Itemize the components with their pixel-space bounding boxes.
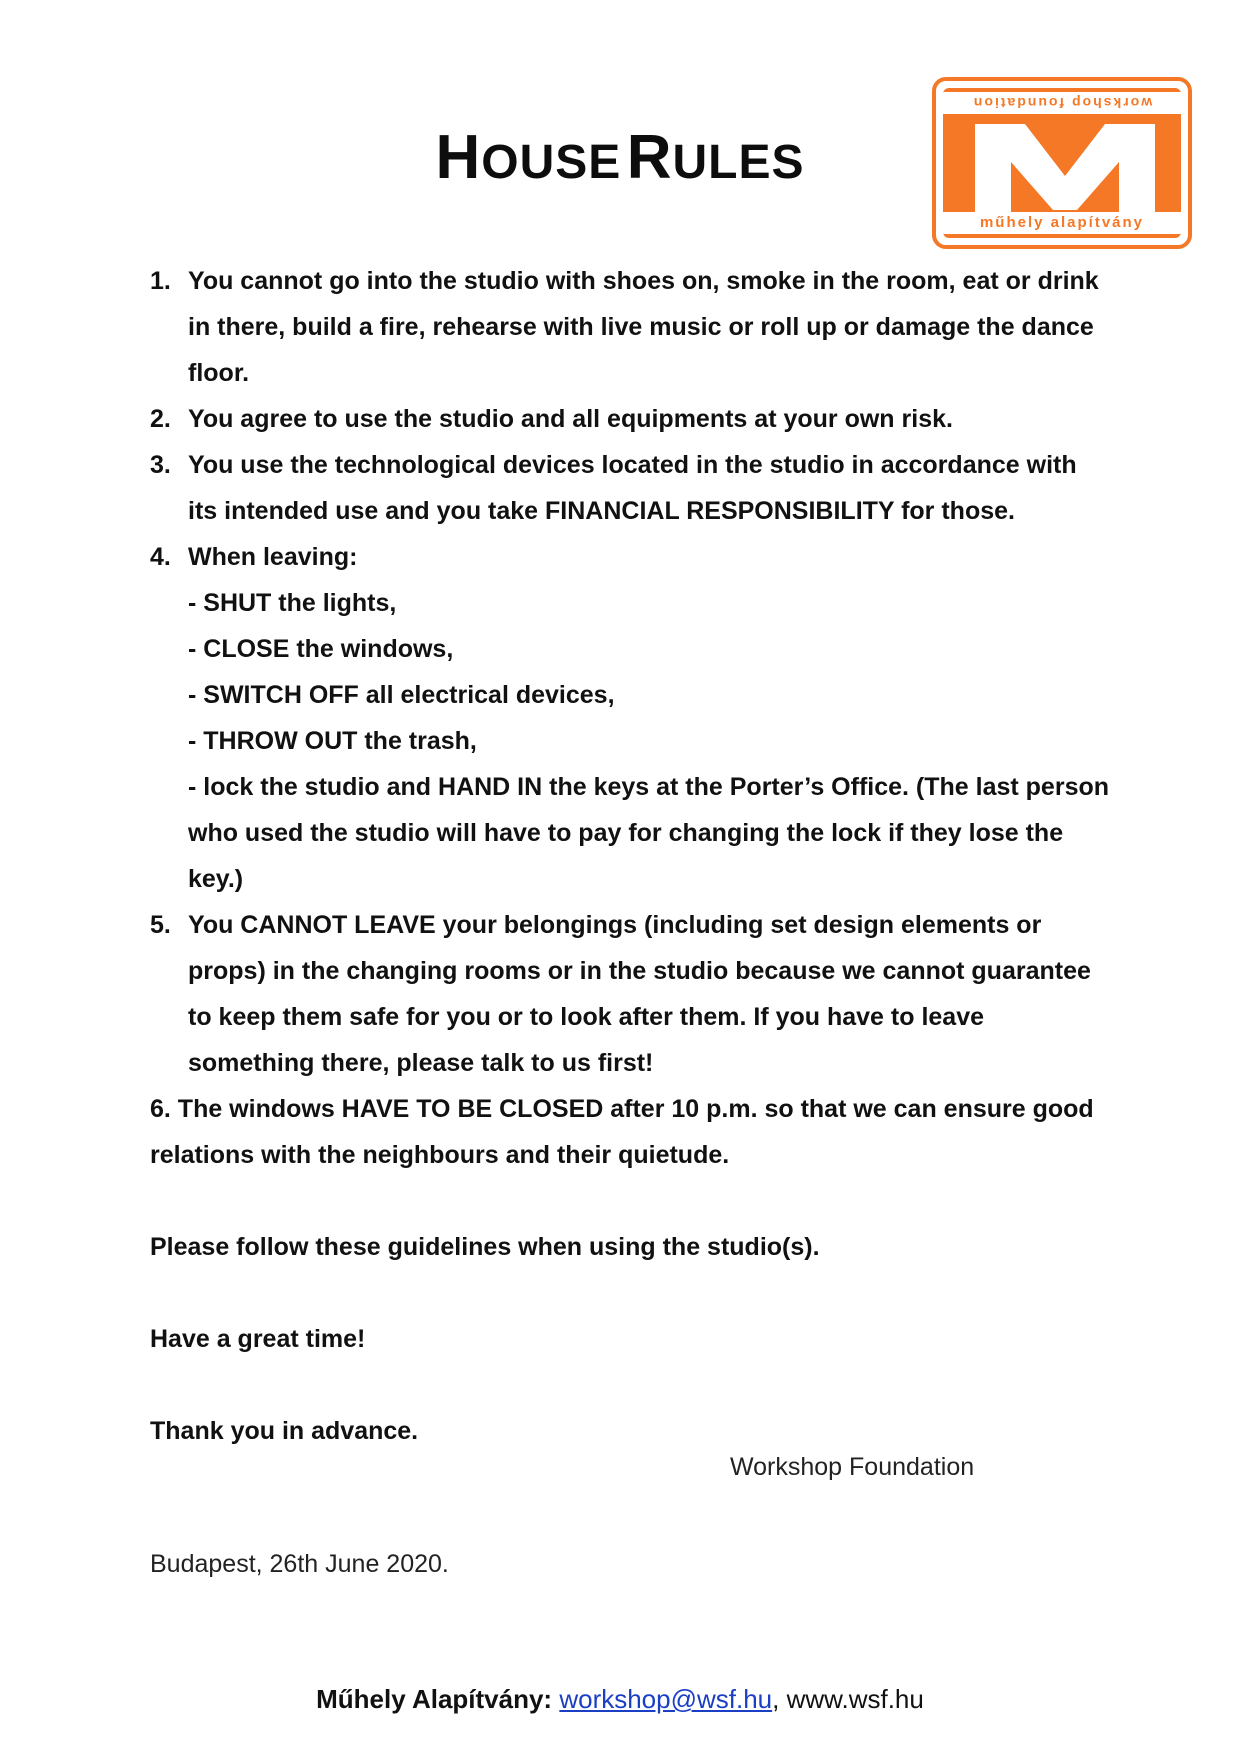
rule-text: You CANNOT LEAVE your belongings (including set design elements or props) in the changing rooms or in the studio because we cannot guarantee to keep them safe for you or to look after them. If you have to leave something there, please talk to us first! bbox=[188, 911, 1091, 1077]
rule-item bbox=[150, 258, 1110, 396]
leaving-step: - SHUT the lights, bbox=[188, 589, 397, 617]
rule-text: You use the technological devices located in the studio in accordance with its intended use and you take FINANCIAL RESPONSIBILITY for those. bbox=[188, 451, 1077, 525]
rule-item bbox=[150, 396, 1110, 442]
rule-item bbox=[150, 442, 1110, 534]
page-title: HOUSE RULES bbox=[435, 123, 805, 192]
leaving-step: - SWITCH OFF all electrical devices, bbox=[188, 681, 615, 709]
footer-org-name: Műhely Alapítvány: bbox=[316, 1684, 553, 1714]
rule-number: 3. bbox=[150, 451, 171, 479]
rule-six: 6. The windows HAVE TO BE CLOSED after 10 p.m. so that we can ensure good relations with the neighbours and their quietude. bbox=[150, 1095, 1094, 1169]
rule-number: 4. bbox=[150, 543, 171, 571]
closing-guidelines: Please follow these guidelines when using the studio(s). bbox=[150, 1233, 820, 1261]
footer-website: www.wsf.hu bbox=[786, 1684, 924, 1714]
rules-body bbox=[150, 258, 1110, 1454]
footer-email-link[interactable]: workshop@wsf.hu bbox=[559, 1684, 773, 1714]
rule-text: You cannot go into the studio with shoes on, smoke in the room, eat or drink in there, build a fire, rehearse with live music or roll up or damage the dance floor. bbox=[188, 267, 1099, 387]
workshop-foundation-logo bbox=[932, 77, 1192, 249]
leaving-step: - CLOSE the windows, bbox=[188, 635, 454, 663]
closing-thanks: Thank you in advance. bbox=[150, 1417, 419, 1445]
logo-body bbox=[943, 88, 1181, 238]
logo-bottom-text: műhely alapítvány bbox=[943, 212, 1181, 234]
closing-greeting: Have a great time! bbox=[150, 1325, 366, 1353]
rule-text: You agree to use the studio and all equipments at your own risk. bbox=[188, 405, 953, 433]
footer-separator: , bbox=[772, 1684, 787, 1714]
leaving-step: - lock the studio and HAND IN the keys at the Porter’s Office. (The last person who used the studio will have to pay for changing the lock if they lose the key.) bbox=[188, 773, 1110, 893]
leaving-step: - THROW OUT the trash, bbox=[188, 727, 477, 755]
rule-number: 1. bbox=[150, 267, 171, 295]
place-date: Budapest, 26th June 2020. bbox=[150, 1550, 449, 1578]
signature: Workshop Foundation bbox=[730, 1453, 975, 1481]
rule-number: 5. bbox=[150, 911, 171, 939]
logo-top-text: workshop foundation bbox=[943, 92, 1181, 114]
footer bbox=[0, 1684, 1240, 1715]
rule-number: 2. bbox=[150, 405, 171, 433]
rule-item bbox=[150, 902, 1110, 1086]
rule-item bbox=[150, 534, 1110, 902]
logo-m-icon bbox=[961, 118, 1169, 214]
rule-text: When leaving: bbox=[188, 543, 358, 571]
